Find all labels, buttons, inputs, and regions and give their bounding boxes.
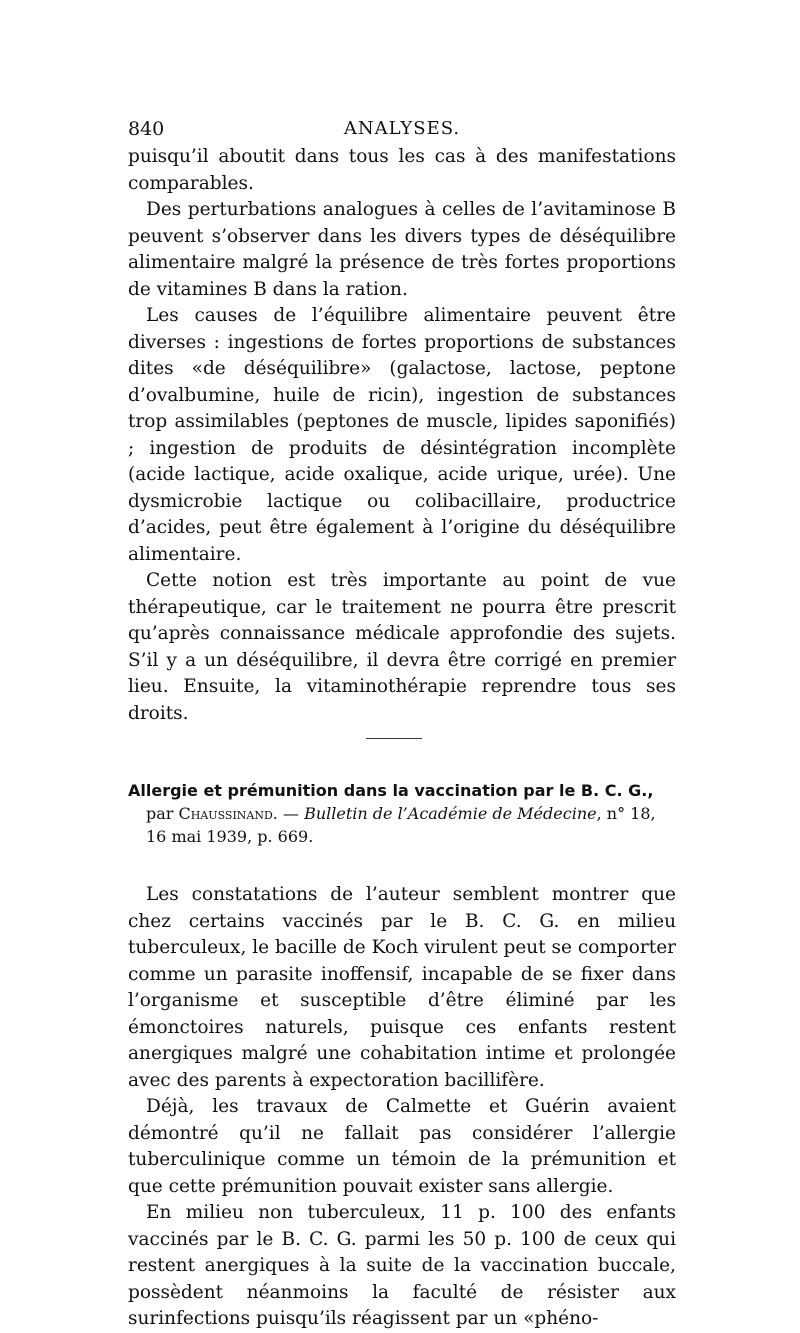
- paragraph: puisqu’il aboutit dans tous les cas à des manifestations comparables.: [128, 146, 676, 194]
- paragraph: Cette notion est très importante au point de vue thérapeutique, car le traitement ne pourra être prescrit qu’après connaissance médicale approfondie des sujets. S’il y a un déséquilibre, il devra être corrigé en premier lieu. Ensuite, la vitaminothérapie reprendre tous ses droits.: [128, 570, 676, 724]
- citation-dash: —: [277, 804, 305, 823]
- citation-details: , n° 18, 16 mai 1939, p. 669.: [146, 804, 656, 846]
- author-name: Chaussinand.: [178, 804, 278, 823]
- review-title: Allergie et prémunition dans la vaccination par le B. C. G.,: [128, 781, 654, 800]
- section-body-1: [128, 144, 676, 727]
- section-body-2: [128, 882, 676, 1333]
- review-heading: [128, 779, 676, 848]
- journal-name: Bulletin de l’Académie de Médecine: [304, 804, 597, 823]
- paragraph: Déjà, les travaux de Calmette et Guérin avaient démontré qu’il ne fallait pas considérer l’allergie tuberculinique comme un témoin de la prémunition et que cette prémunition pouvait exister sans allergie.: [128, 1096, 676, 1197]
- page-number: 840: [128, 118, 165, 140]
- paragraph: Les constatations de l’auteur semblent montrer que chez certains vaccinés par le B. C. G. en milieu tuberculeux, le bacille de Koch virulent peut se comporter comme un parasite inoffensif, incapable de se fixer dans l’organisme et susceptible d’être éliminé par les émonctoires naturels, puisque ces enfants restent anergiques malgré une cohabitation intime et prolongée avec des parents à expectoration bacillifère.: [128, 884, 676, 1091]
- running-head: ANALYSES.: [343, 118, 461, 139]
- author-prefix: par: [146, 804, 179, 823]
- paragraph: Des perturbations analogues à celles de l’avitaminose B peuvent s’observer dans les divers types de déséquilibre alimentaire malgré la présence de très fortes proportions de vitamines B dans la ration.: [128, 199, 676, 300]
- paragraph: Les causes de l’équilibre alimentaire peuvent être diverses : ingestions de fortes proportions de substances dites «de déséquilibre» (galactose, lactose, peptone d’ovalbumine, huile de ricin), ingestion de substances trop assimilables (peptones de muscle, lipides saponifiés) ; ingestion de produits de désintégration incomplète (acide lactique, acide oxalique, acide urique, urée). Une dysmicrobie lactique ou colibacillaire, productrice d’acides, peut être également à l’origine du déséquilibre alimentaire.: [128, 305, 676, 565]
- paragraph: En milieu non tuberculeux, 11 p. 100 des enfants vaccinés par le B. C. G. parmi les 50 p. 100 de ceux qui restent anergiques à la suite de la vaccination buccale, possèdent néanmoins la faculté de résister aux surinfections puisqu’ils réagissent par un «phéno-: [128, 1202, 676, 1329]
- section-divider: [366, 738, 422, 739]
- document-page: [128, 110, 676, 1333]
- review-citation: [128, 802, 676, 848]
- page-header: [128, 110, 676, 144]
